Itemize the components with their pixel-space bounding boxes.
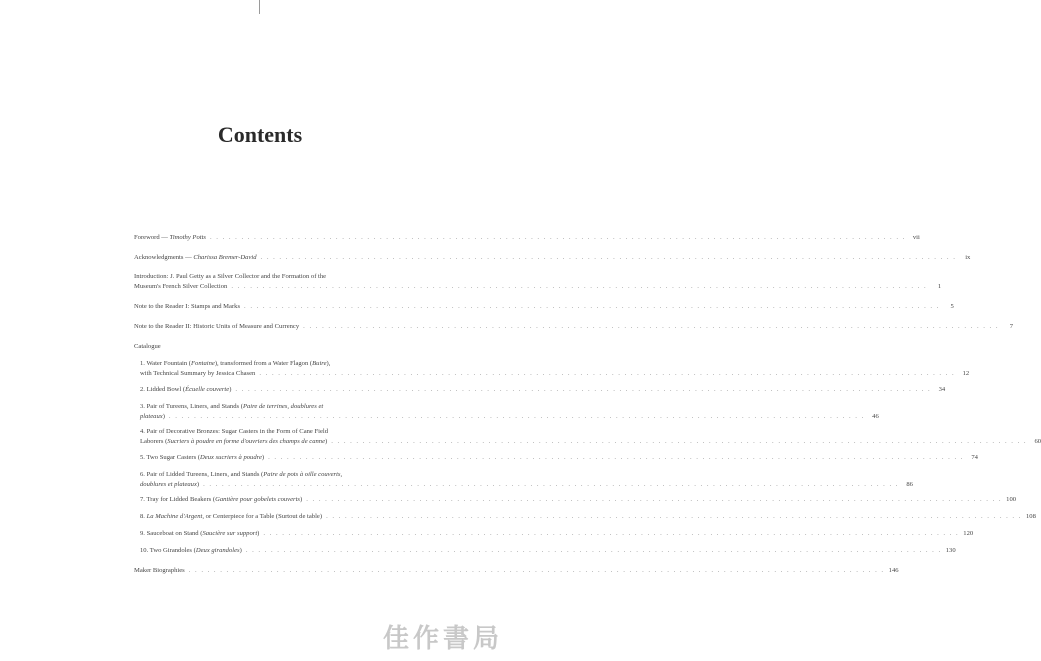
page-number: 120 (963, 530, 974, 537)
toc-entry-maker-biographies: Maker Biographies . . . . . . . . . . . . . . . . . . . . . . . . . . . . . . . . . . . . . . . . . . . . . . . . . . . . . . . . . . . . . . . . . . . . . . . . . . . . . . . . . . . . . . . . . . . . . . . . . . . . . . . . . . . . . . . 146 (134, 567, 899, 574)
page-number: 60 (1034, 437, 1041, 445)
page-number: 74 (971, 454, 978, 461)
toc-entry-catalogue-7: 7. Tray for Lidded Beakers (Gantière pour gobelets couverts) . . . . . . . . . . . . . . . . . . . . . . . . . . . . . . . . . . . . . . . . . . . . . . . . . . . . . . . . . . . . . . . . . . . . . . . . . . . . . . . . . . . . . . . . . . . . . . . . . . . . . . . . . . . . . . . 100 (140, 496, 1017, 503)
toc-entry-catalogue-4: 4. Pair of Decorative Bronzes: Sugar Casters in the Form of Cane Field Laborers (Sucriers à poudre en forme d'ouvriers des champs de canne) . . . . . . . . . . . . . . . . . . . . . . . . . . . . . . . . . . . . . . . . . . . . . . . . . . . . . . . . . . . . . . . . . . . . . . . . . . . . . . . . . . . . . . . . . . . . . . . . . . . . . . . . . . . . . . . 60 (140, 428, 1041, 445)
page-number: 7 (1009, 323, 1013, 330)
page-number: 100 (1006, 496, 1017, 503)
toc-entry-catalogue-3: 3. Pair of Tureens, Liners, and Stands (Paire de terrines, doublures et plateaux) . . . . . . . . . . . . . . . . . . . . . . . . . . . . . . . . . . . . . . . . . . . . . . . . . . . . . . . . . . . . . . . . . . . . . . . . . . . . . . . . . . . . . . . . . . . . . . . . . . . . . . . . . . . . . . . 46 (140, 403, 879, 420)
toc-entry-acknowledgments: Acknowledgments — Charissa Bremer-David . . . . . . . . . . . . . . . . . . . . . . . . . . . . . . . . . . . . . . . . . . . . . . . . . . . . . . . . . . . . . . . . . . . . . . . . . . . . . . . . . . . . . . . . . . . . . . . . . . . . . . . . . . . . . . . ix (134, 254, 971, 261)
toc-entry-note-units: Note to the Reader II: Historic Units of Measure and Currency . . . . . . . . . . . . . . . . . . . . . . . . . . . . . . . . . . . . . . . . . . . . . . . . . . . . . . . . . . . . . . . . . . . . . . . . . . . . . . . . . . . . . . . . . . . . . . . . . . . . . . . . . . . . . . . 7 (134, 323, 1013, 330)
toc-entry-catalogue-9: 9. Sauceboat on Stand (Saucière sur support) . . . . . . . . . . . . . . . . . . . . . . . . . . . . . . . . . . . . . . . . . . . . . . . . . . . . . . . . . . . . . . . . . . . . . . . . . . . . . . . . . . . . . . . . . . . . . . . . . . . . . . . . . . . . . . . 120 (140, 530, 974, 537)
page-number: 108 (1025, 513, 1036, 520)
toc-entry-catalogue-8: 8. La Machine d'Argent, or Centerpiece for a Table (Surtout de table) . . . . . . . . . . . . . . . . . . . . . . . . . . . . . . . . . . . . . . . . . . . . . . . . . . . . . . . . . . . . . . . . . . . . . . . . . . . . . . . . . . . . . . . . . . . . . . . . . . . . . . . . . . . . . . . 108 (140, 513, 1036, 520)
page-number: 130 (945, 547, 956, 554)
gutter-mark (259, 0, 260, 14)
page-title: Contents (217, 122, 303, 147)
toc-entry-catalogue-10: 10. Two Girandoles (Deux girandoles) . . . . . . . . . . . . . . . . . . . . . . . . . . . . . . . . . . . . . . . . . . . . . . . . . . . . . . . . . . . . . . . . . . . . . . . . . . . . . . . . . . . . . . . . . . . . . . . . . . . . . . . . . . . . . . . 130 (140, 547, 956, 554)
page-number: 1 (937, 282, 942, 290)
toc-entry-note-stamps: Note to the Reader I: Stamps and Marks . . . . . . . . . . . . . . . . . . . . . . . . . . . . . . . . . . . . . . . . . . . . . . . . . . . . . . . . . . . . . . . . . . . . . . . . . . . . . . . . . . . . . . . . . . . . . . . . . . . . . . . . . . . . . . . 5 (134, 303, 954, 310)
toc-entry-catalogue-5: 5. Two Sugar Casters (Deux sucriers à poudre) . . . . . . . . . . . . . . . . . . . . . . . . . . . . . . . . . . . . . . . . . . . . . . . . . . . . . . . . . . . . . . . . . . . . . . . . . . . . . . . . . . . . . . . . . . . . . . . . . . . . . . . . . . . . . . . 74 (140, 454, 978, 461)
page-number: 146 (888, 567, 899, 574)
page-number: 86 (906, 480, 913, 488)
toc-entry-catalogue-2: 2. Lidded Bowl (Écuelle couverte) . . . . . . . . . . . . . . . . . . . . . . . . . . . . . . . . . . . . . . . . . . . . . . . . . . . . . . . . . . . . . . . . . . . . . . . . . . . . . . . . . . . . . . . . . . . . . . . . . . . . . . . . . . . . . . . 34 (140, 386, 946, 393)
page-number: 5 (950, 303, 954, 310)
toc-entry-catalogue-6: 6. Pair of Lidded Tureens, Liners, and Stands (Paire de pots à oille couverts, doublures et plateaux) . . . . . . . . . . . . . . . . . . . . . . . . . . . . . . . . . . . . . . . . . . . . . . . . . . . . . . . . . . . . . . . . . . . . . . . . . . . . . . . . . . . . . . . . . . . . . . . . . . . . . . . . . . . . . . . 86 (140, 471, 913, 488)
watermark: 佳作書局 (383, 624, 504, 654)
page-number: 12 (962, 369, 970, 377)
page-number: ix (965, 254, 971, 261)
toc-entry-foreword: Foreword — Timothy Potts . . . . . . . . . . . . . . . . . . . . . . . . . . . . . . . . . . . . . . . . . . . . . . . . . . . . . . . . . . . . . . . . . . . . . . . . . . . . . . . . . . . . . . . . . . . . . . . . . . . . . . . . . . . . . . . vii (134, 234, 920, 241)
page-number: 34 (938, 386, 946, 393)
page-number: 46 (872, 412, 879, 420)
section-catalogue: Catalogue (134, 343, 161, 350)
toc-entry-catalogue-1: 1. Water Fountain (Fontaine), transformed from a Water Flagon (Buire), with Technical Summary by Jessica Chasen . . . . . . . . . . . . . . . . . . . . . . . . . . . . . . . . . . . . . . . . . . . . . . . . . . . . . . . . . . . . . . . . . . . . . . . . . . . . . . . . . . . . . . . . . . . . . . . . . . . . . . . . . . . . . . . 12 (140, 360, 970, 377)
page-number: vii (912, 234, 920, 241)
toc-entry-introduction: Introduction: J. Paul Getty as a Silver Collector and the Formation of the Museum's French Silver Collection . . . . . . . . . . . . . . . . . . . . . . . . . . . . . . . . . . . . . . . . . . . . . . . . . . . . . . . . . . . . . . . . . . . . . . . . . . . . . . . . . . . . . . . . . . . . . . . . . . . . . . . . . . . . . . . 1 (134, 273, 942, 290)
